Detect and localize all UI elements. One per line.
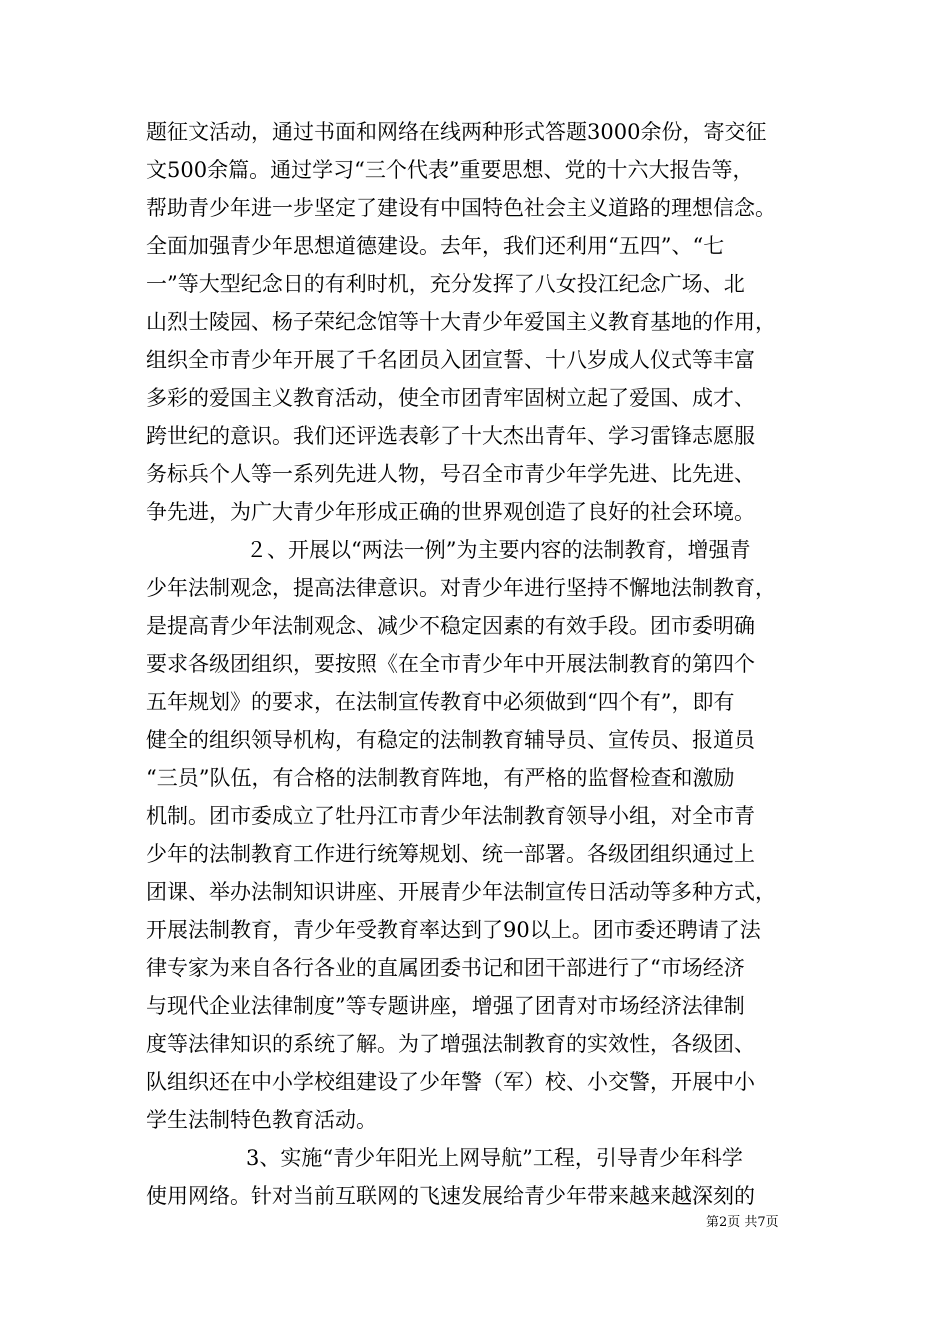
text-line: 机制。团市委成立了牡丹江市青少年法制教育领导小组，对全市青 [146, 804, 755, 828]
text-line: 文500余篇。通过学习“三个代表”重要思想、党的十六大报告等， [146, 158, 754, 182]
text-line: 山烈士陵园、杨子荣纪念馆等十大青少年爱国主义教育基地的作用， [146, 310, 776, 334]
paragraph-start-line: 3、实施“青少年阳光上网导航”工程，引导青少年科学 [246, 1146, 743, 1170]
text-line: 是提高青少年法制观念、减少不稳定因素的有效手段。团市委明确 [146, 614, 755, 638]
text-line: 律专家为来自各行各业的直属团委书记和团干部进行了“市场经济 [146, 956, 745, 980]
text-line: 队组织还在中小学校组建设了少年警（军）校、小交警，开展中小 [146, 1070, 755, 1094]
text-line: 与现代企业法律制度”等专题讲座，增强了团青对市场经济法律制 [146, 994, 745, 1018]
text-line: 团课、举办法制知识讲座、开展青少年法制宣传日活动等多种方式， [146, 880, 776, 904]
page-number-footer: 第2页 共7页 [706, 1215, 779, 1230]
text-line: 学生法制特色教育活动。 [146, 1108, 377, 1132]
text-line: 要求各级团组织，要按照《在全市青少年中开展法制教育的第四个 [146, 652, 755, 676]
text-line: 度等法律知识的系统了解。为了增强法制教育的实效性，各级团、 [146, 1032, 755, 1056]
text-line: 题征文活动，通过书面和网络在线两种形式答题3000余份，寄交征 [146, 120, 767, 144]
text-line: 帮助青少年进一步坚定了建设有中国特色社会主义道路的理想信念。 [146, 196, 776, 220]
text-line: 健全的组织领导机构，有稳定的法制教育辅导员、宣传员、报道员 [146, 728, 755, 752]
text-line: 组织全市青少年开展了千名团员入团宣誓、十八岁成人仪式等丰富 [146, 348, 755, 372]
text-line: 开展法制教育，青少年受教育率达到了90以上。团市委还聘请了法 [146, 918, 761, 942]
text-line: 少年法制观念，提高法律意识。对青少年进行坚持不懈地法制教育， [146, 576, 776, 600]
text-line: 争先进，为广大青少年形成正确的世界观创造了良好的社会环境。 [146, 500, 755, 524]
text-line: 少年的法制教育工作进行统筹规划、统一部署。各级团组织通过上 [146, 842, 755, 866]
text-line: 五年规划》的要求，在法制宣传教育中必须做到“四个有”，即有 [146, 690, 735, 714]
text-line: 跨世纪的意识。我们还评选表彰了十大杰出青年、学习雷锋志愿服 [146, 424, 755, 448]
text-line: 全面加强青少年思想道德建设。去年，我们还利用“五四”、“七 [146, 234, 725, 258]
text-line: 多彩的爱国主义教育活动，使全市团青牢固树立起了爱国、成才、 [146, 386, 755, 410]
paragraph-start-line: ２、开展以“两法一例”为主要内容的法制教育，增强青 [246, 538, 751, 562]
text-line: 务标兵个人等一系列先进人物，号召全市青少年学先进、比先进、 [146, 462, 755, 486]
text-line: 一”等大型纪念日的有利时机，充分发挥了八女投江纪念广场、北 [146, 272, 745, 296]
text-line: 使用网络。针对当前互联网的飞速发展给青少年带来越来越深刻的 [146, 1184, 755, 1208]
text-line: “三员”队伍，有合格的法制教育阵地，有严格的监督检查和激励 [146, 766, 735, 790]
